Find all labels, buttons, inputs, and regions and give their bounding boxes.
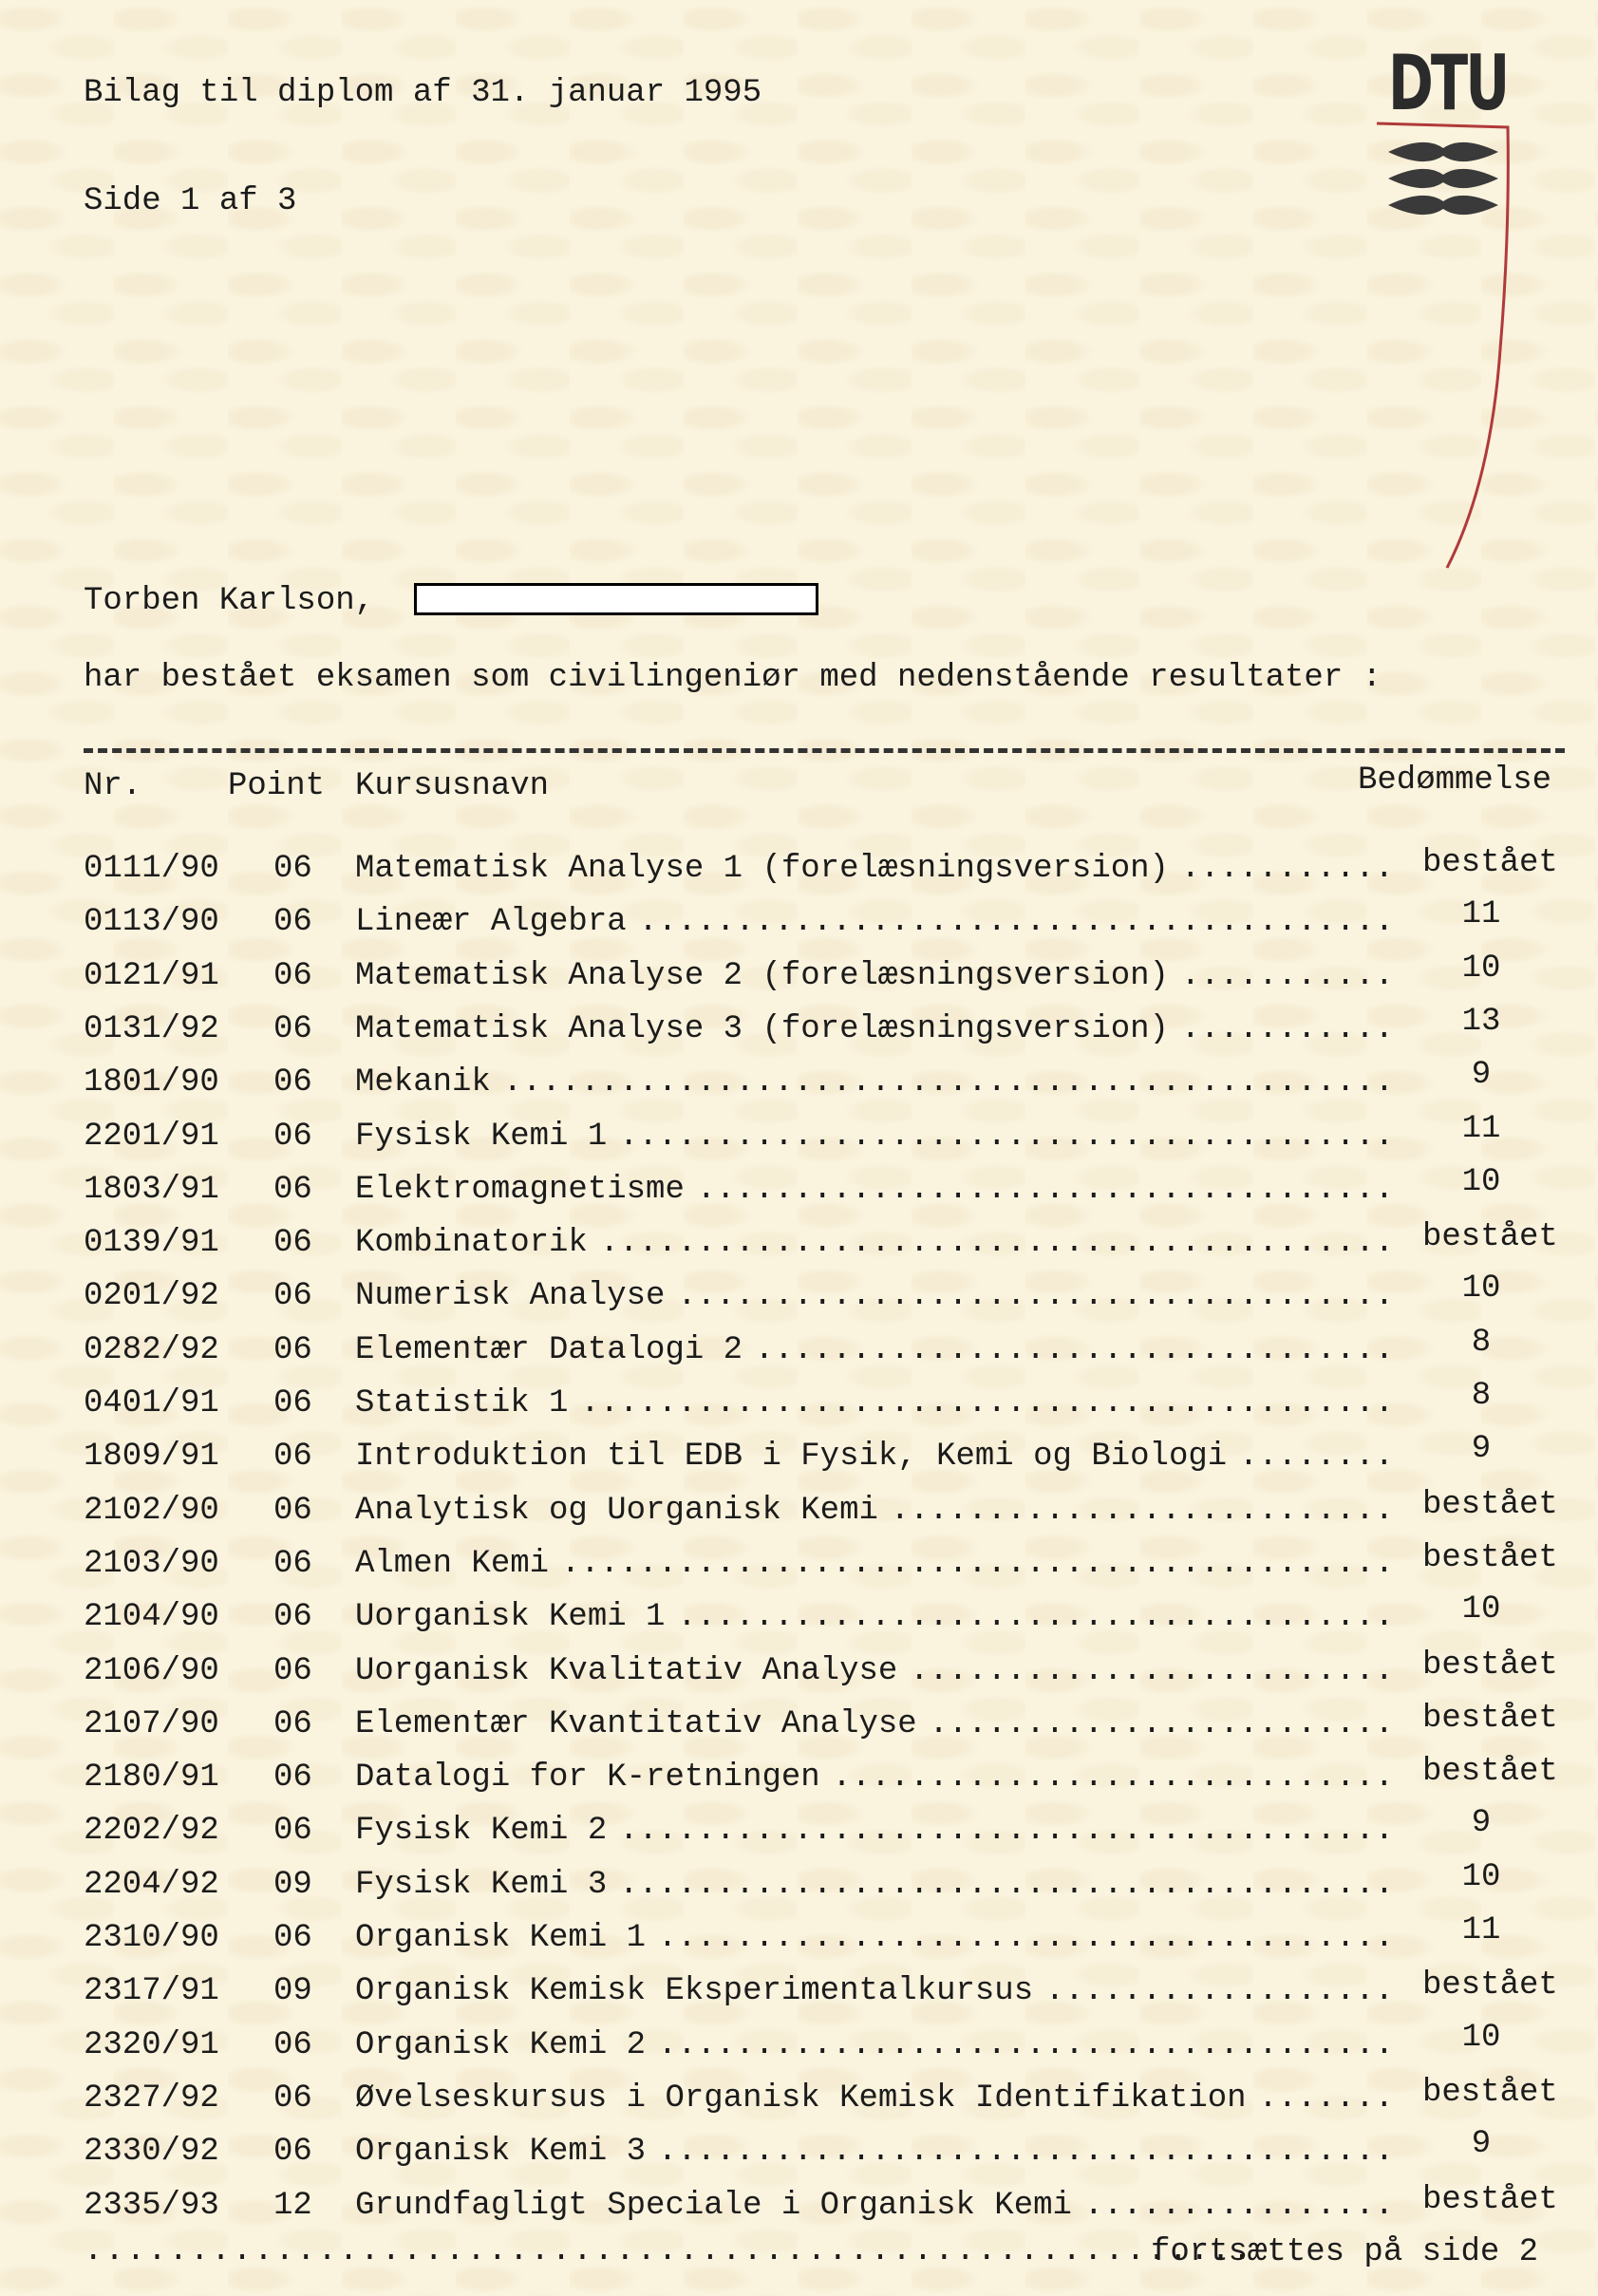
dtu-logo-text: DTU xyxy=(1388,39,1508,127)
table-row xyxy=(0,1378,1598,1438)
dot-leader: ................................. xyxy=(754,1331,1395,1368)
table-row xyxy=(0,1110,1598,1171)
dot-leader: ........... xyxy=(1180,957,1395,994)
table-row xyxy=(0,1163,1598,1224)
course-name: Numerisk Analyse xyxy=(355,1278,666,1315)
course-number: 0282/92 xyxy=(84,1331,219,1368)
student-name: Torben Karlson, xyxy=(84,583,375,619)
table-row xyxy=(0,845,1598,903)
course-name: Grundfagligt Speciale i Organisk Kemi xyxy=(355,2187,1072,2224)
course-number: 0131/92 xyxy=(84,1010,219,1047)
dot-leader: ................ xyxy=(1083,2187,1395,2224)
course-points: 09 xyxy=(273,1973,312,2010)
dot-leader: ........................................ xyxy=(619,1866,1395,1903)
dot-leader: ..................................... xyxy=(677,1278,1395,1315)
dot-leader: ........................................... xyxy=(560,1545,1395,1582)
table-row xyxy=(0,1754,1598,1812)
course-name: Fysisk Kemi 2 xyxy=(355,1813,608,1850)
course-name: Matematisk Analyse 3 (forelæsningsversion) xyxy=(355,1010,1169,1047)
course-number: 2317/91 xyxy=(84,1973,219,2010)
course-name: Analytisk og Uorganisk Kemi xyxy=(355,1492,878,1529)
course-grade: 9 xyxy=(1471,2126,1492,2163)
table-row xyxy=(0,1805,1598,1865)
dot-leader: ......................................... xyxy=(599,1225,1395,1262)
course-number: 2106/90 xyxy=(84,1652,219,1689)
table-row xyxy=(0,1700,1598,1759)
course-points: 06 xyxy=(273,2026,312,2063)
course-number: 2202/92 xyxy=(84,1813,219,1850)
intro-text: har bestået eksamen som civilingeniør med nedenstående resultater : xyxy=(84,660,1382,696)
table-row xyxy=(0,2181,1598,2240)
course-number: 0139/91 xyxy=(84,1225,219,1262)
course-name: Organisk Kemi 1 xyxy=(355,1920,647,1956)
table-row xyxy=(0,1270,1598,1330)
course-points: 06 xyxy=(273,1705,312,1742)
table-row xyxy=(0,1912,1598,1972)
column-header-name: Kursusnavn xyxy=(355,768,550,804)
course-points: 06 xyxy=(273,1385,312,1421)
table-row xyxy=(0,2126,1598,2186)
course-points: 06 xyxy=(273,1492,312,1529)
course-grade: 9 xyxy=(1471,1805,1492,1842)
course-name: Fysisk Kemi 1 xyxy=(355,1118,608,1155)
course-name: Datalogi for K-retningen xyxy=(355,1760,820,1797)
dot-leader: ......................... xyxy=(910,1652,1395,1689)
course-points: 06 xyxy=(273,1920,312,1956)
course-name: Introduktion til EDB i Fysik, Kemi og Biologi xyxy=(355,1439,1228,1476)
course-number: 0401/91 xyxy=(84,1385,219,1421)
dot-leader: ........................................ xyxy=(619,1813,1395,1850)
course-grade: 9 xyxy=(1471,1431,1492,1468)
course-points: 06 xyxy=(273,1652,312,1689)
dot-leader: ..................................... xyxy=(677,1599,1395,1636)
course-name: Uorganisk Kvalitativ Analyse xyxy=(355,1652,898,1689)
table-row xyxy=(0,1057,1598,1117)
course-grade: bestået xyxy=(1422,2181,1558,2218)
course-points: 06 xyxy=(273,2080,312,2117)
course-points: 12 xyxy=(273,2187,312,2224)
course-points: 06 xyxy=(273,957,312,994)
table-row xyxy=(0,2019,1598,2080)
dot-leader: .......................... xyxy=(890,1492,1395,1529)
course-grade: bestået xyxy=(1422,1700,1558,1737)
course-number: 2180/91 xyxy=(84,1760,219,1797)
course-name: Matematisk Analyse 1 (forelæsningsversion) xyxy=(355,851,1169,887)
course-number: 0111/90 xyxy=(84,851,219,887)
course-points: 06 xyxy=(273,851,312,887)
dot-leader: .................. xyxy=(1044,1973,1395,2010)
course-grade: bestået xyxy=(1422,1967,1558,2004)
continued-note: fortsættes på side 2 xyxy=(1151,2234,1539,2270)
course-points: 06 xyxy=(273,1545,312,1582)
dtu-logo-emblem xyxy=(1367,122,1519,577)
table-row xyxy=(0,2074,1598,2133)
course-number: 2310/90 xyxy=(84,1920,219,1956)
course-name: Fysisk Kemi 3 xyxy=(355,1866,608,1903)
course-name: Kombinatorik xyxy=(355,1225,588,1262)
table-row xyxy=(0,1324,1598,1384)
dot-leader: ........................................ xyxy=(619,1118,1395,1155)
dot-leader: ...................................... xyxy=(657,1920,1395,1956)
course-grade: 10 xyxy=(1461,2019,1501,2056)
course-grade: bestået xyxy=(1422,1539,1558,1576)
course-grade: bestået xyxy=(1422,1754,1558,1791)
course-number: 2104/90 xyxy=(84,1599,219,1636)
course-grade: bestået xyxy=(1422,845,1558,881)
table-row xyxy=(0,1003,1598,1063)
course-points: 06 xyxy=(273,1760,312,1797)
course-grade: 11 xyxy=(1461,896,1501,933)
course-grade: 8 xyxy=(1471,1378,1492,1414)
course-name: Organisk Kemi 2 xyxy=(355,2026,647,2063)
course-name: Elektromagnetisme xyxy=(355,1171,685,1208)
course-points: 06 xyxy=(273,1064,312,1101)
dot-leader: ............................. xyxy=(832,1760,1395,1797)
course-grade: 10 xyxy=(1461,1270,1501,1308)
course-points: 06 xyxy=(273,1118,312,1155)
course-name: Elementær Datalogi 2 xyxy=(355,1331,743,1368)
dot-leader: ....... xyxy=(1258,2080,1395,2117)
course-number: 1803/91 xyxy=(84,1171,219,1208)
course-points: 06 xyxy=(273,1439,312,1476)
course-grade: 11 xyxy=(1461,1110,1501,1147)
course-grade: 10 xyxy=(1461,950,1501,987)
table-row xyxy=(0,1486,1598,1545)
logo-red-line xyxy=(1377,123,1508,568)
redacted-id-box xyxy=(414,583,818,615)
course-grade: 10 xyxy=(1461,1163,1501,1200)
course-name: Organisk Kemi 3 xyxy=(355,2134,647,2171)
dot-leader: ........... xyxy=(1180,851,1395,887)
course-points: 06 xyxy=(273,1171,312,1208)
course-number: 2107/90 xyxy=(84,1705,219,1742)
course-points: 06 xyxy=(273,904,312,941)
course-number: 2102/90 xyxy=(84,1492,219,1529)
course-points: 06 xyxy=(273,1225,312,1262)
course-number: 0121/91 xyxy=(84,957,219,994)
table-row xyxy=(0,1539,1598,1598)
course-grade: 13 xyxy=(1461,1003,1501,1040)
course-number: 2327/92 xyxy=(84,2080,219,2117)
course-number: 1809/91 xyxy=(84,1439,219,1476)
course-grade: 11 xyxy=(1461,1912,1501,1948)
table-row xyxy=(0,896,1598,956)
course-number: 2103/90 xyxy=(84,1545,219,1582)
course-points: 06 xyxy=(273,1813,312,1850)
dot-leader: .............................................. xyxy=(502,1064,1395,1101)
course-number: 2335/93 xyxy=(84,2187,219,2224)
course-name: Matematisk Analyse 2 (forelæsningsversion) xyxy=(355,957,1169,994)
course-name: Mekanik xyxy=(355,1064,491,1101)
course-number: 2330/92 xyxy=(84,2134,219,2171)
document-title: Bilag til diplom af 31. januar 1995 xyxy=(84,75,762,111)
dot-leader: ...................................... xyxy=(657,2026,1395,2063)
course-grade: 9 xyxy=(1471,1057,1492,1094)
course-points: 06 xyxy=(273,1331,312,1368)
course-grade: 8 xyxy=(1471,1324,1492,1361)
column-header-nr: Nr. xyxy=(84,768,142,804)
course-name: Øvelseskursus i Organisk Kemisk Identifikation xyxy=(355,2080,1247,2117)
course-points: 06 xyxy=(273,2134,312,2171)
course-points: 06 xyxy=(273,1010,312,1047)
course-name: Uorganisk Kemi 1 xyxy=(355,1599,666,1636)
table-row xyxy=(0,1858,1598,1919)
dot-leader: ...................................... xyxy=(657,2134,1395,2171)
course-number: 2204/92 xyxy=(84,1866,219,1903)
course-name: Lineær Algebra xyxy=(355,904,627,941)
dot-leader: ....................................... xyxy=(638,904,1395,941)
course-name: Elementær Kvantitativ Analyse xyxy=(355,1705,917,1742)
course-number: 2320/91 xyxy=(84,2026,219,2063)
course-grade: bestået xyxy=(1422,1647,1558,1684)
continuation-dots: ....................................................... xyxy=(84,2233,1254,2269)
course-number: 0201/92 xyxy=(84,1278,219,1315)
dot-leader: ........... xyxy=(1180,1010,1395,1047)
table-row xyxy=(0,1647,1598,1705)
course-points: 09 xyxy=(273,1866,312,1903)
course-grade: bestået xyxy=(1422,1219,1558,1256)
dot-leader: ........................ xyxy=(929,1705,1395,1742)
course-name: Organisk Kemisk Eksperimentalkursus xyxy=(355,1973,1034,2010)
course-name: Almen Kemi xyxy=(355,1545,550,1582)
course-number: 2201/91 xyxy=(84,1118,219,1155)
course-grade: bestået xyxy=(1422,1486,1558,1523)
course-number: 1801/90 xyxy=(84,1064,219,1101)
table-row xyxy=(0,1219,1598,1277)
course-grade: bestået xyxy=(1422,2074,1558,2111)
table-row xyxy=(0,1591,1598,1651)
course-grade: 10 xyxy=(1461,1591,1501,1628)
course-points: 06 xyxy=(273,1278,312,1315)
dot-leader: .................................... xyxy=(696,1171,1395,1208)
course-number: 0113/90 xyxy=(84,904,219,941)
page-number: Side 1 af 3 xyxy=(84,183,297,219)
column-header-grade: Bedømmelse xyxy=(1358,762,1552,799)
course-points: 06 xyxy=(273,1599,312,1636)
table-row xyxy=(0,950,1598,1010)
column-header-point: Point xyxy=(228,768,326,804)
header-rule xyxy=(84,748,1565,753)
course-grade: 10 xyxy=(1461,1858,1501,1895)
table-row xyxy=(0,1967,1598,2025)
dot-leader: ........ xyxy=(1238,1439,1395,1476)
dot-leader: .......................................... xyxy=(580,1385,1395,1421)
table-row xyxy=(0,1431,1598,1491)
course-name: Statistik 1 xyxy=(355,1385,569,1421)
